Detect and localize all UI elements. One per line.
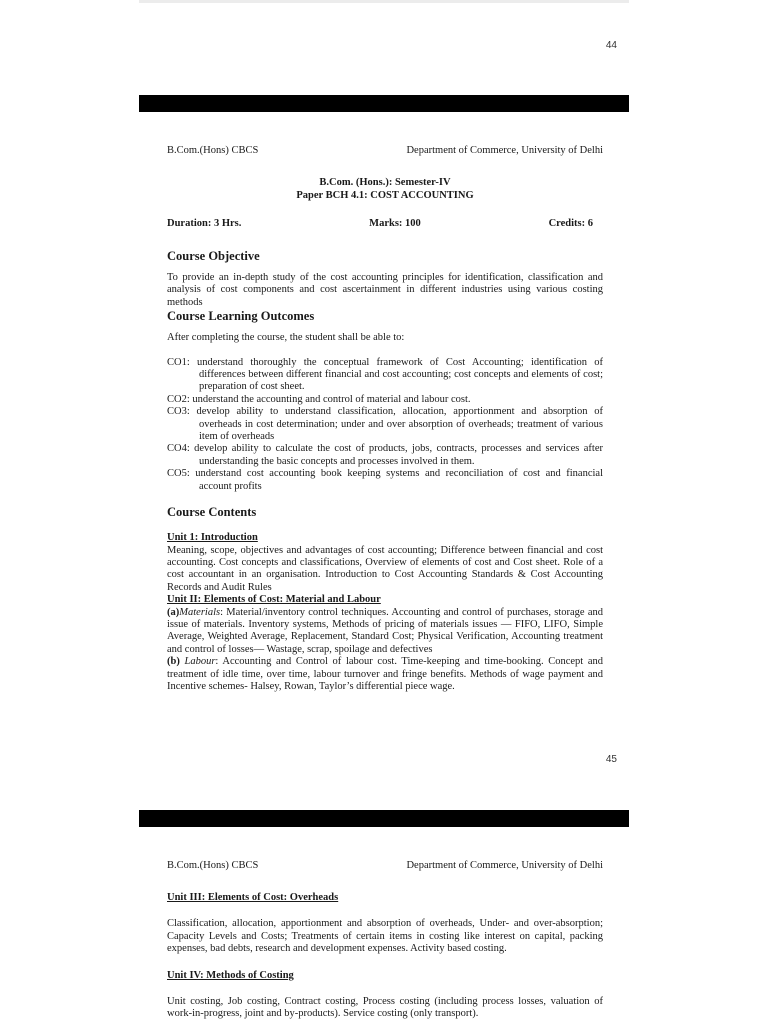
unit-2b-body: : Accounting and Control of labour cost. Time-keeping and time-booking. Concept and treatment of idle time, over time, labour turnover and fringe benefits. Methods of wage payment and Incentive schemes- Halsey, Rowan, Taylor’s differential piece wage. bbox=[167, 656, 603, 692]
outcome-co5: CO5: understand cost accounting book keeping systems and reconciliation of cost and financial account profits bbox=[167, 468, 603, 492]
learning-outcomes-heading: Course Learning Outcomes bbox=[167, 309, 315, 324]
duration: Duration: 3 Hrs. bbox=[167, 218, 242, 229]
credits: Credits: 6 bbox=[548, 218, 593, 229]
unit-4-title: Unit IV: Methods of Costing bbox=[167, 969, 294, 981]
page-content bbox=[167, 176, 603, 693]
header-left: B.Com.(Hons) CBCS bbox=[167, 145, 259, 156]
outcomes-intro: After completing the course, the student shall be able to: bbox=[167, 332, 405, 344]
paper-title bbox=[167, 176, 603, 202]
page-number: 45 bbox=[605, 754, 617, 765]
unit-1-title: Unit 1: Introduction bbox=[167, 532, 258, 544]
document-page-44 bbox=[139, 0, 629, 748]
header-left: B.Com.(Hons) CBCS bbox=[167, 860, 259, 871]
unit-2a-italic: Materials bbox=[179, 606, 221, 618]
header-right: Department of Commerce, University of Delhi bbox=[406, 145, 603, 156]
document-page-45 bbox=[139, 748, 629, 1024]
unit-1-text: Meaning, scope, objectives and advantages of cost accounting; Difference between financial and cost accounting. Cost concepts and classifications, Overview of elements of cost and Cost sheet. Role of a cost accountant in an organisation. Introduction to Cost Accounting Standards & Cost Accounting Records and Audit Rules bbox=[167, 544, 603, 593]
page-content bbox=[167, 892, 603, 1021]
course-objective-heading: Course Objective bbox=[167, 249, 260, 263]
unit-2a-body: : Material/inventory control techniques. Accounting and control of purchases, storage and issue of materials. Inventory systems, Methods of pricing of materials issues — FIFO, LIFO, Simple Average, Weighted Average, Replacement, Standard Cost; Physical Verification, Accounting treatment and control of losses— Wastage, scrap, spoilage and defectives bbox=[167, 606, 603, 655]
marks: Marks: 100 bbox=[369, 218, 421, 229]
outcome-co4: CO4: develop ability to calculate the cost of products, jobs, contracts, processes and services after understanding the basic concepts and processes involved in them. bbox=[167, 443, 603, 467]
page-header bbox=[167, 145, 603, 156]
unit-2b-text bbox=[167, 656, 603, 693]
course-objective-text: To provide an in-depth study of the cost accounting principles for identification, classification and analysis of cost components and cost ascertainment in different industries using various costing methods bbox=[167, 272, 603, 308]
unit-2a-text bbox=[167, 607, 603, 657]
outcomes-list bbox=[167, 357, 603, 493]
title-line-1: B.Com. (Hons.): Semester-IV bbox=[319, 177, 451, 188]
outcome-co1: CO1: understand thoroughly the conceptual framework of Cost Accounting; identification of differences between different financial and cost accounting; cost concepts and elements of cost; preparation of cost sheet. bbox=[167, 356, 603, 393]
unit-2-title: Unit II: Elements of Cost: Material and Labour bbox=[167, 594, 381, 606]
header-black-bar bbox=[139, 810, 629, 827]
page-header bbox=[167, 860, 603, 871]
unit-2b-label: (b) bbox=[167, 656, 185, 668]
unit-3-text: Classification, allocation, apportionment and absorption of overheads, Under- and over-absorption; Capacity Levels and Costs; Treatments of certain items in costing like interest on capital, packing expenses, bad debts, research and development expenses. Activity based costing. bbox=[167, 918, 603, 955]
outcome-co2: CO2: understand the accounting and control of material and labour cost. bbox=[167, 393, 471, 405]
unit-3-title: Unit III: Elements of Cost: Overheads bbox=[167, 892, 339, 903]
course-contents-heading: Course Contents bbox=[167, 505, 257, 520]
unit-2a-label: (a) bbox=[167, 606, 180, 618]
title-line-2: Paper BCH 4.1: COST ACCOUNTING bbox=[296, 190, 474, 201]
header-black-bar bbox=[139, 95, 629, 112]
exam-meta bbox=[167, 218, 603, 229]
unit-4-text: Unit costing, Job costing, Contract costing, Process costing (including process losses, valuation of work-in-progress, joint and by-products). Service costing (only transport). bbox=[167, 996, 603, 1020]
unit-2b-italic: Labour bbox=[184, 656, 216, 668]
outcome-co3: CO3: develop ability to understand classification, allocation, apportionment and absorption of overheads in cost determination; under and over absorption of overheads; treatment of various item of overheads bbox=[167, 406, 603, 443]
page-number: 44 bbox=[605, 40, 617, 51]
header-right: Department of Commerce, University of Delhi bbox=[406, 860, 603, 871]
